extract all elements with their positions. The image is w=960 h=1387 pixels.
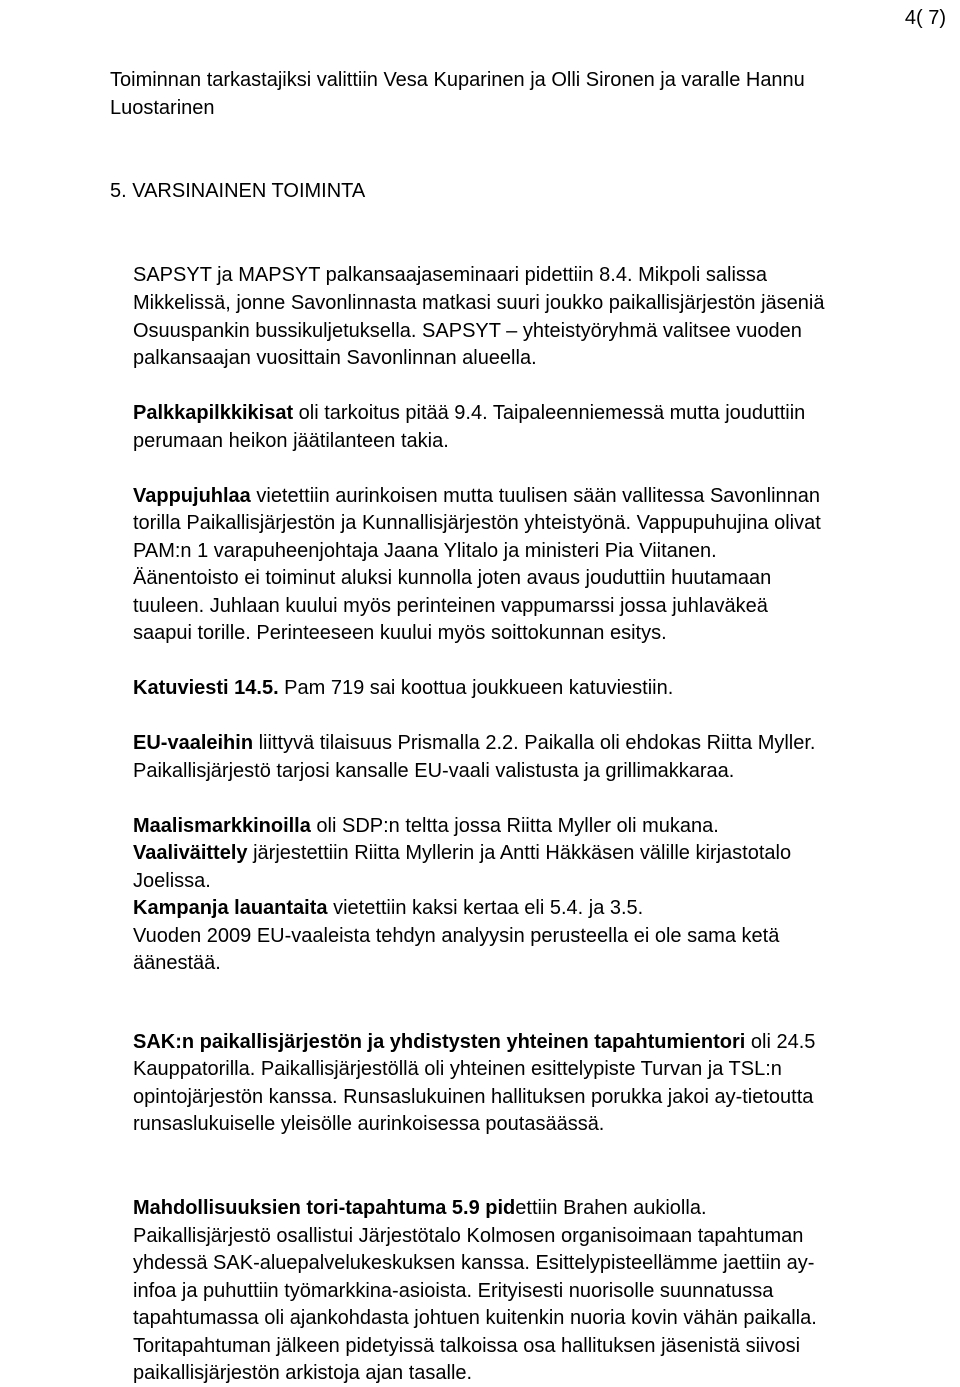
- p6-bold-3: Kampanja lauantaita: [133, 897, 328, 919]
- p8-line-1: [133, 1196, 707, 1220]
- p2-bold: Palkkapilkkikisat: [133, 402, 294, 424]
- p6-line-4: [133, 896, 643, 920]
- p7-line-4: runsaslukuiselle yleisölle aurinkoisessa poutasäässä.: [133, 1113, 605, 1135]
- p5-bold: EU-vaaleihin: [133, 732, 254, 754]
- p3-line-1: [133, 484, 820, 508]
- p1-line-1: SAPSYT ja MAPSYT palkansaajaseminaari pidettiin 8.4. Mikpoli salissa: [133, 264, 768, 286]
- p5-line-1-text: liittyvä tilaisuus Prismalla 2.2. Paikalla oli ehdokas Riitta Myller.: [253, 732, 816, 754]
- p3-line-3: PAM:n 1 varapuheenjohtaja Jaana Ylitalo ja ministeri Pia Viitanen.: [133, 540, 717, 562]
- p6-line-6: äänestää.: [133, 952, 221, 974]
- p6-bold-1: Maalismarkkinoilla: [133, 815, 311, 837]
- p3-line-1-text: vietettiin aurinkoisen mutta tuulisen sään vallitessa Savonlinnan: [250, 485, 821, 507]
- p5-line-1: [133, 731, 816, 755]
- p8-line-3: yhdessä SAK-aluepalvelukeskuksen kanssa. Esittelypisteellämme jaettiin ay-: [133, 1252, 815, 1274]
- p7-line-2: Kauppatorilla. Paikallisjärjestöllä oli yhteinen esittelypiste Turvan ja TSL:n: [133, 1058, 782, 1080]
- p1-line-3: Osuuspankin bussikuljetuksella. SAPSYT – yhteistyöryhmä valitsee vuoden: [133, 320, 802, 342]
- p2-line-1-text: oli tarkoitus pitää 9.4. Taipaleenniemessä mutta jouduttiin: [293, 402, 806, 424]
- p8-line-1-text: ettiin Brahen aukiolla.: [515, 1197, 707, 1219]
- p6-line-1: [133, 814, 719, 838]
- p7-bold: SAK:n paikallisjärjestön ja yhdistysten yhteinen tapahtumientori: [133, 1031, 746, 1053]
- intro-line-2: Luostarinen: [110, 97, 215, 119]
- p3-line-2: torilla Paikallisjärjestön ja Kunnallisjärjestön yhteistyönä. Vappupuhujina olivat: [133, 512, 821, 534]
- p8-line-7: paikallisjärjestön arkistoja ajan tasalle.: [133, 1362, 473, 1384]
- p4-bold: Katuviesti 14.5.: [133, 677, 279, 699]
- p2-line-1: [133, 401, 805, 425]
- p6-line-1-text: oli SDP:n teltta jossa Riitta Myller oli mukana.: [310, 815, 719, 837]
- p6-bold-2: Vaaliväittely: [133, 842, 248, 864]
- p8-line-6: Toritapahtuman jälkeen pidetyissä talkoissa osa hallituksen jäsenistä siivosi: [133, 1335, 801, 1357]
- p4-line-1: [133, 676, 673, 700]
- p8-line-5: tapahtumassa oli ajankohdasta johtuen kuitenkin nuoria kovin vähän paikalla.: [133, 1307, 817, 1329]
- p7-line-3: opintojärjestön kanssa. Runsaslukuinen hallituksen porukka jakoi ay-tietoutta: [133, 1086, 814, 1108]
- p6-line-3: Joelissa.: [133, 870, 211, 892]
- p8-bold: Mahdollisuuksien tori-tapahtuma 5.9 pid: [133, 1197, 516, 1219]
- p6-line-4-text: vietettiin kaksi kertaa eli 5.4. ja 3.5.: [327, 897, 644, 919]
- p8-line-2: Paikallisjärjestö osallistui Järjestötalo Kolmosen organisoimaan tapahtuman: [133, 1225, 804, 1247]
- p7-line-1: [133, 1030, 815, 1054]
- p6-line-5: Vuoden 2009 EU-vaaleista tehdyn analyysin perusteella ei ole sama ketä: [133, 925, 780, 947]
- p5-line-2: Paikallisjärjestö tarjosi kansalle EU-vaali valistusta ja grillimakkaraa.: [133, 760, 735, 782]
- p1-line-2: Mikkelissä, jonne Savonlinnasta matkasi suuri joukko paikallisjärjestön jäseniä: [133, 292, 825, 314]
- section-heading: 5. VARSINAINEN TOIMINTA: [110, 180, 366, 202]
- p3-line-5: tuuleen. Juhlaan kuului myös perinteinen vappumarssi jossa juhlaväkeä: [133, 595, 768, 617]
- p6-line-2-text: järjestettiin Riitta Myllerin ja Antti Häkkäsen välille kirjastotalo: [247, 842, 792, 864]
- p3-line-6: saapui torille. Perinteeseen kuului myös soittokunnan esitys.: [133, 622, 667, 644]
- p3-line-4: Äänentoisto ei toiminut aluksi kunnolla joten avaus jouduttiin huutamaan: [133, 567, 772, 589]
- p7-line-1-text: oli 24.5: [745, 1031, 816, 1053]
- p2-line-2: perumaan heikon jäätilanteen takia.: [133, 430, 449, 452]
- page-number: 4( 7): [904, 7, 946, 29]
- p6-line-2: [133, 841, 791, 865]
- p8-line-4: infoa ja puhuttiin työmarkkina-asioista. Erityisesti nuorisolle suunnatussa: [133, 1280, 774, 1302]
- intro-line-1: Toiminnan tarkastajiksi valittiin Vesa Kuparinen ja Olli Sironen ja varalle Hannu: [110, 69, 805, 91]
- p1-line-4: palkansaajan vuosittain Savonlinnan alueella.: [133, 347, 537, 369]
- p3-bold: Vappujuhlaa: [133, 485, 251, 507]
- p4-line-1-text: Pam 719 sai koottua joukkueen katuviestiin.: [278, 677, 674, 699]
